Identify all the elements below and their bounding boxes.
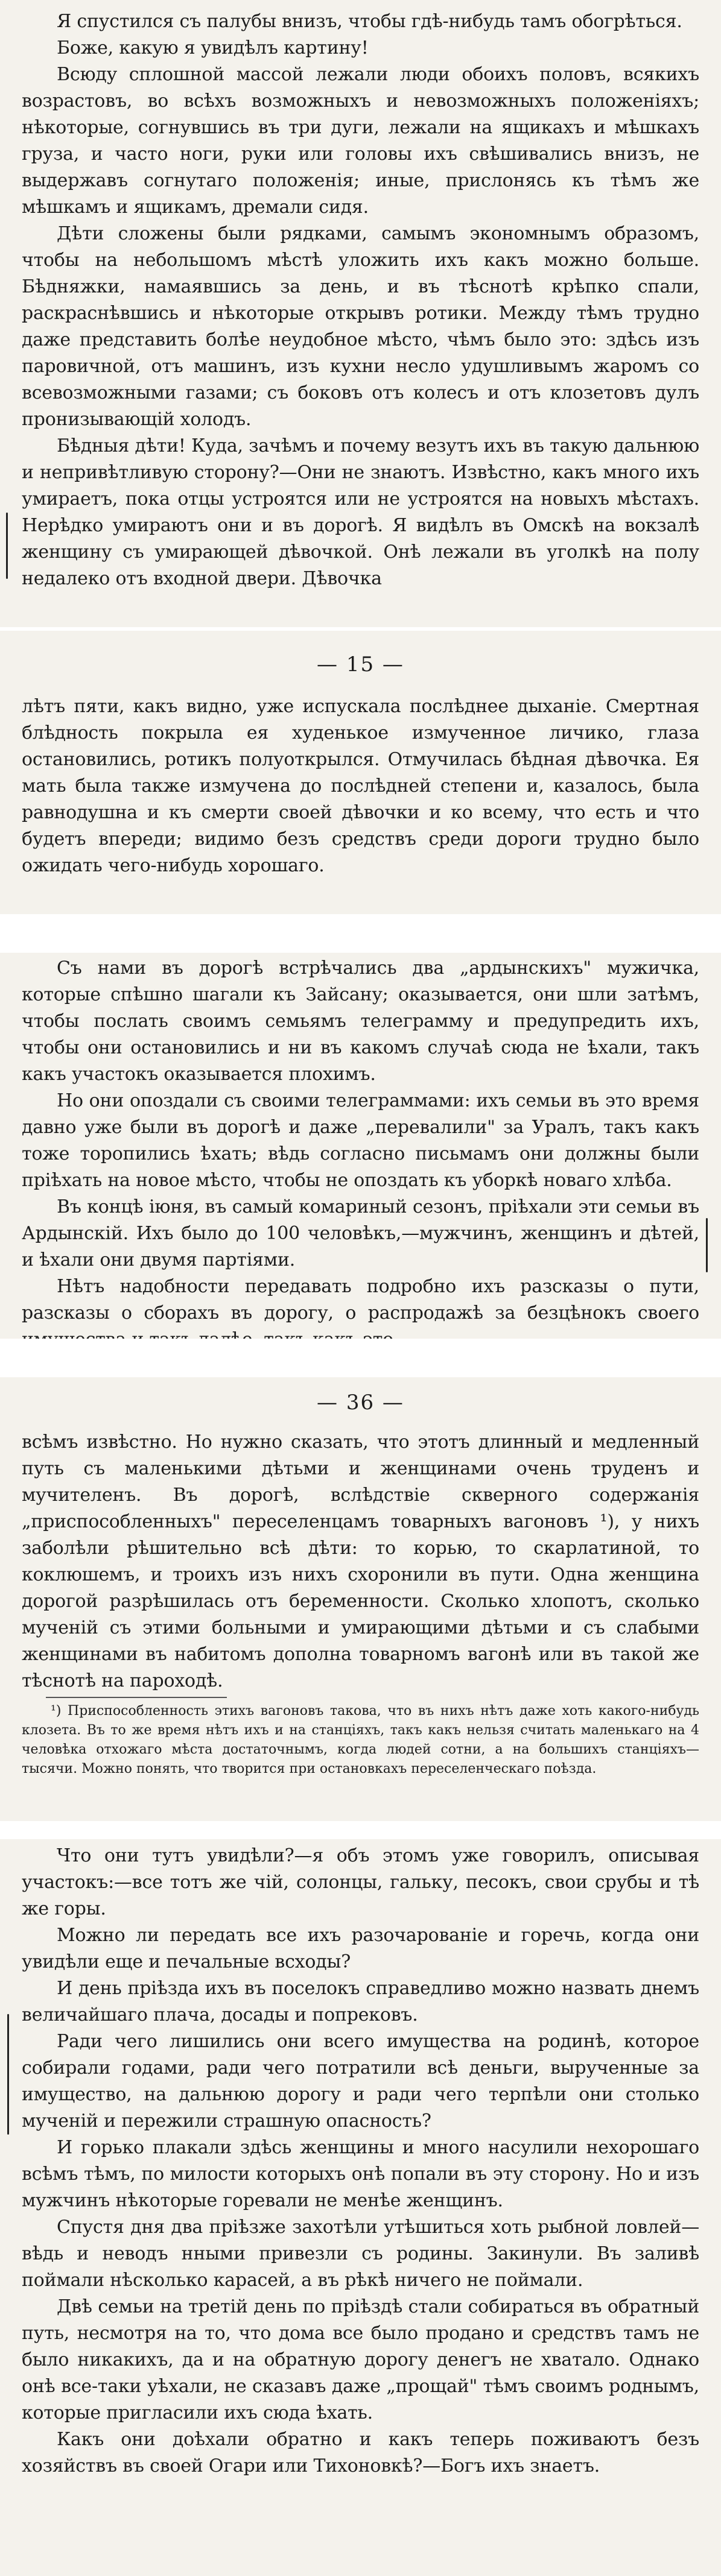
page-number: — 15 — bbox=[317, 652, 404, 677]
paragraph: Какъ они доѣхали обратно и какъ теперь поживаютъ безъ хозяйствъ въ своей Огари или Тихоновкѣ?—Богъ ихъ знаетъ. bbox=[22, 2429, 699, 2477]
paragraph: Спустя дня два пріѣзже захотѣли утѣшиться хоть рыбной ловлей—вѣдь и неводъ нными привезли съ родины. Закинули. Въ заливѣ поймали нѣсколько карасей, а въ рѣкѣ ничего не поймали. bbox=[22, 2217, 699, 2291]
paragraph: Я спустился съ палубы внизъ, чтобы гдѣ-нибудь тамъ обогрѣться. bbox=[57, 11, 682, 32]
margin-pencil-mark bbox=[706, 1218, 708, 1272]
clip-divider bbox=[0, 1821, 721, 1839]
paragraph: Можно ли передать все ихъ разочарованіе и горечь, когда они увидѣли еще и печальные всходы? bbox=[22, 1925, 699, 1972]
paragraph: Что они тутъ увидѣли?—я объ этомъ уже говорилъ, описывая участокъ:—все тотъ же чій, солонцы, гальку, песокъ, свои срубы и тѣ же горы. bbox=[22, 1845, 699, 1919]
page-number: — 36 — bbox=[317, 1391, 404, 1415]
clip-divider bbox=[0, 914, 721, 953]
paragraph: Дѣти сложены были рядками, самымъ экономнымъ образомъ, чтобы на небольшомъ мѣстѣ уложить ихъ какъ можно больше. Бѣдняжки, намаявшись за день, и въ тѣснотѣ крѣпко спали, раскраснѣвшись и нѣкоторые открывъ ротики. Между тѣмъ трудно даже представить болѣе неудобное мѣсто, чѣмъ было это: здѣсь изъ паровичной, отъ машинъ, изъ кухни несло удушливымъ жаромъ со всевозможными газами; съ боковъ отъ колесъ и отъ клозетовъ дулъ пронизывающій холодъ. bbox=[22, 223, 699, 430]
paragraph: Съ нами въ дорогѣ встрѣчались два „ардынскихъ" мужичка, которые спѣшно шагали къ Зайсану; оказывается, они шли затѣмъ, чтобы послать своимъ семьямъ телеграмму и предупредить ихъ, чтобы они остановились и ни въ какомъ случаѣ сюда не ѣхали, такъ какъ участокъ оказывается плохимъ. bbox=[22, 958, 699, 1085]
footnote: ¹) Приспособленность этихъ вагоновъ такова, что въ нихъ нѣтъ даже хоть какого-нибудь клозета. Въ то же время нѣтъ ихъ и на станціяхъ, такъ какъ нельзя считать маленькаго на 4 человѣка отхожаго мѣста достаточнымъ, когда людей сотни, а на большихъ станціяхъ—тысячи. Можно понять, что творится при остановкахъ переселенческаго поѣзда. bbox=[22, 1703, 699, 1776]
paragraph: И горько плакали здѣсь женщины и много насулили нехорошаго всѣмъ тѣмъ, по милости которыхъ онѣ попали въ эту сторону. Но и изъ мужчинъ нѣкоторые горевали не менѣе женщинъ. bbox=[22, 2137, 699, 2211]
paragraph: Бѣдныя дѣти! Куда, зачѣмъ и почему везутъ ихъ въ такую дальнюю и непривѣтливую сторону?—Они не знаютъ. Извѣстно, какъ много ихъ умираетъ, пока отцы устроятся или не устроятся на новыхъ мѣстахъ. Нерѣдко умираютъ они и въ дорогѣ. Я видѣлъ въ Омскѣ на вокзалѣ женщину съ умирающей дѣвочкой. Онѣ лежали въ уголкѣ на полу недалеко отъ входной двери. Дѣвочка bbox=[22, 435, 699, 589]
excerpt-ardyn-families bbox=[0, 953, 721, 1339]
clip-divider bbox=[0, 1339, 721, 1377]
excerpt-steamer-hold bbox=[0, 0, 721, 627]
paragraph: Нѣтъ надобности передавать подробно ихъ разсказы о пути, разсказы о сборахъ въ дорогу, о распродажѣ за безцѣнокъ своего bbox=[22, 1276, 699, 1324]
paragraph: Ради чего лишились они всего имущества на родинѣ, которое собирали годами, ради чего потратили всѣ деньги, вырученные за имущество, на дальнюю дорогу и ради чего терпѣли они столько мученій и пережили страшную опасность? bbox=[22, 2031, 699, 2132]
paragraph: Въ концѣ іюня, въ самый комариный сезонъ, пріѣхали эти семьи въ Ардынскій. Ихъ было до 100 человѣкъ,—мужчинъ, женщинъ и дѣтей, и ѣхали они двумя партіями. bbox=[22, 1196, 699, 1271]
margin-pencil-mark bbox=[6, 513, 8, 579]
paragraph: Боже, какую я увидѣлъ картину! bbox=[57, 37, 369, 58]
excerpt-page-15 bbox=[0, 631, 721, 914]
paragraph: Но они опоздали съ своими телеграммами: ихъ семьи въ это время давно уже были въ дорогѣ и даже „перевалили" за Уралъ, такъ какъ тоже торопились ѣхать; вѣдь согласно письмамъ они должны были пріѣхать на новое мѣсто, чтобы не опоздать къ уборкѣ новаго хлѣба. bbox=[22, 1090, 699, 1191]
excerpt-disappointment bbox=[0, 1839, 721, 2576]
excerpt-page-36 bbox=[0, 1377, 721, 1821]
paragraph: И день пріѣзда ихъ въ поселокъ справедливо можно назвать днемъ величайшаго плача, досады и попрековъ. bbox=[22, 1978, 699, 2025]
paragraph: всѣмъ извѣстно. Но нужно сказать, что этотъ длинный и медленный путь съ маленькими дѣтьми и женщинами очень труденъ и мучителенъ. Въ дорогѣ, вслѣдствіе скверного содержанія „приспособленныхъ" переселенцамъ товарныхъ вагоновъ ¹), у нихъ заболѣли рѣшительно всѣ дѣти: то корью, то скарлатиной, то коклюшемъ, и троихъ изъ нихъ схоронили въ пути. Одна женщина дорогой разрѣшилась отъ беременности. Сколько хлопотъ, сколько мученій съ этими больными и умирающими дѣтьми и съ слабыми женщинами въ набитомъ дополна товарномъ вагонѣ или въ такой же тѣснотѣ на пароходѣ. bbox=[22, 1432, 699, 1691]
paragraph: Всюду сплошной массой лежали люди обоихъ половъ, всякихъ возрастовъ, во всѣхъ возможныхъ и невозможныхъ положеніяхъ; нѣкоторые, согнувшись въ три дуги, лежали на ящикахъ и мѣшкахъ груза, и часто ноги, руки или головы ихъ свѣшивались внизъ, не выдержавъ согнутаго положенія; иные, прислонясь къ тѣмъ же мѣшкамъ и ящикамъ, дремали сидя. bbox=[22, 64, 699, 218]
paragraph: лѣтъ пяти, какъ видно, уже испускала послѣднее дыханіе. Смертная блѣдность покрыла ея худенькое измученное личико, глаза остановились, ротикъ полуоткрылся. Отмучилась бѣдная дѣвочка. Ея мать была также измучена до послѣдней степени и, казалось, была равнодушна и къ смерти своей дѣвочки и ко всему, что есть и что будетъ впереди; видимо безъ средствъ среди дороги трудно было ожидать чего-нибудь хорошаго. bbox=[22, 696, 699, 876]
paragraph: Двѣ семьи на третій день по пріѣздѣ стали собираться въ обратный путь, несмотря на то, что дома все было продано и средствъ тамъ не было никакихъ, да и на обратную дорогу денегъ не хватало. Однако онѣ все-таки уѣхали, не сказавъ даже „прощай" тѣмъ своимъ роднымъ, которые пригласили ихъ сюда ѣхать. bbox=[22, 2296, 699, 2423]
footnote-separator bbox=[46, 1697, 227, 1698]
margin-pencil-mark bbox=[7, 2014, 9, 2135]
